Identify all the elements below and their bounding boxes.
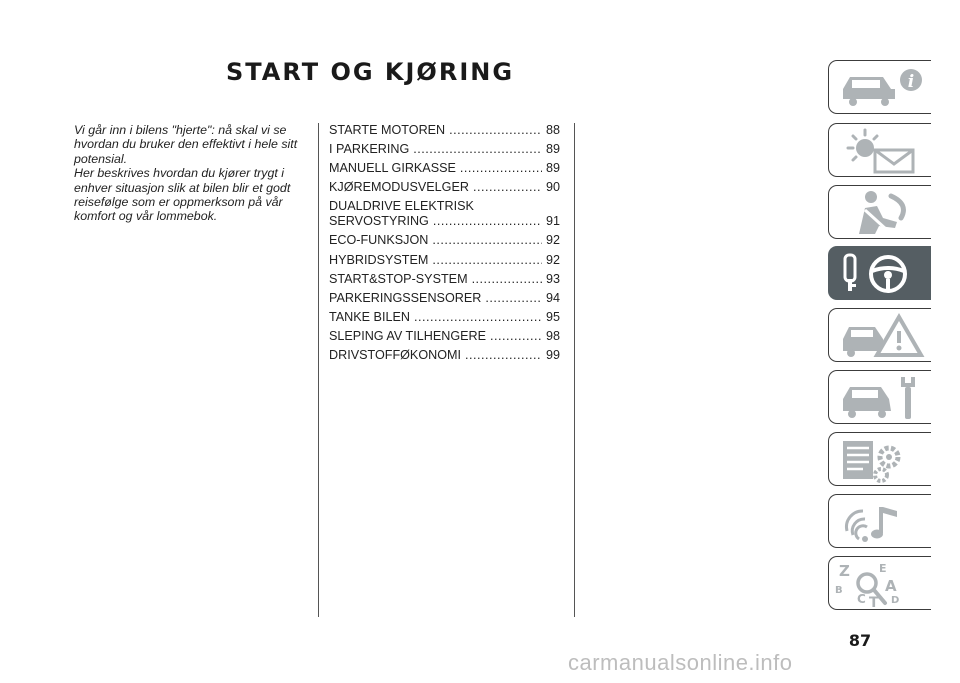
key-steering-wheel-icon	[835, 249, 930, 299]
alphabetical-index-icon	[835, 559, 930, 609]
toc-item-start-stop-system[interactable]: START&STOP-SYSTEM ..... 93	[329, 272, 560, 287]
index-letter-d: D	[891, 595, 900, 606]
index-letter-z: Z	[839, 562, 850, 580]
car-maintenance-icon	[835, 373, 930, 423]
airbag-seat-icon	[835, 188, 930, 238]
index-letter-t: T	[869, 595, 879, 609]
column-divider-right	[574, 123, 575, 617]
intro-text	[74, 123, 304, 224]
toc-item-starte-motoren[interactable]: STARTE MOTOREN ..... 88	[329, 123, 560, 138]
toc-item-eco-funksjon[interactable]: ECO-FUNKSJON ..... 92	[329, 233, 560, 248]
toc-item-parkeringssensorer[interactable]: PARKERINGSSENSORER ..... 94	[329, 291, 560, 306]
technical-data-icon	[835, 435, 930, 485]
index-letter-e: E	[879, 562, 887, 575]
tab-technical-data[interactable]	[828, 432, 931, 486]
page-title: START OG KJØRING	[225, 58, 515, 86]
car-info-icon	[835, 63, 930, 113]
toc-item-hybridsystem[interactable]: HYBRIDSYSTEM ..... 92	[329, 253, 560, 268]
toc-item-manuell-girkasse[interactable]: MANUELL GIRKASSE ..... 89	[329, 161, 560, 176]
index-letter-a: A	[885, 577, 897, 595]
tab-alphabetical-index[interactable]	[828, 556, 931, 610]
emergency-warning-icon	[835, 311, 930, 361]
index-letter-b: B	[835, 585, 843, 596]
intro-paragraph-2: Her beskrives hvordan du kjører trygt i enhver situasjon slik at bilen blir et godt reisefølge som er oppmerksom på vår komfort og vår lommebok.	[74, 166, 291, 224]
tab-airbag-seat[interactable]	[828, 185, 931, 239]
toc-item-i-parkering[interactable]: I PARKERING ..... 89	[329, 142, 560, 157]
toc-item-label-line1: DUALDRIVE ELEKTRISK	[329, 199, 474, 214]
warning-lights-icon	[835, 126, 930, 176]
toc-item-kjoremodusvelger[interactable]: KJØREMODUSVELGER ..... 90	[329, 180, 560, 195]
tab-start-og-kjoring[interactable]	[828, 246, 931, 300]
column-divider-left	[318, 123, 319, 617]
toc-item-tanke-bilen[interactable]: TANKE BILEN ..... 95	[329, 310, 560, 325]
svg-text:i: i	[907, 72, 915, 92]
watermark: carmanualsonline.info	[568, 650, 793, 675]
tab-car-info[interactable]	[828, 60, 931, 114]
tab-multimedia[interactable]	[828, 494, 931, 548]
tab-warning-lights[interactable]	[828, 123, 931, 177]
toc-item-servostyring[interactable]: DUALDRIVE ELEKTRISK SERVOSTYRING ..... 91	[329, 199, 560, 229]
multimedia-icon	[835, 497, 930, 547]
intro-paragraph-1: Vi går inn i bilens "hjerte": nå skal vi se hvordan du bruker den effektivt i hele sitt potensial.	[74, 123, 298, 166]
toc-item-sleping-av-tilhengere[interactable]: SLEPING AV TILHENGERE ..... 98	[329, 329, 560, 344]
tab-emergency[interactable]	[828, 308, 931, 362]
page-number: 87	[848, 631, 872, 650]
toc-item-drivstoffokonomi[interactable]: DRIVSTOFFØKONOMI ..... 99	[329, 348, 560, 363]
index-letter-c: C	[857, 592, 866, 606]
tab-maintenance[interactable]	[828, 370, 931, 424]
table-of-contents	[329, 123, 560, 367]
